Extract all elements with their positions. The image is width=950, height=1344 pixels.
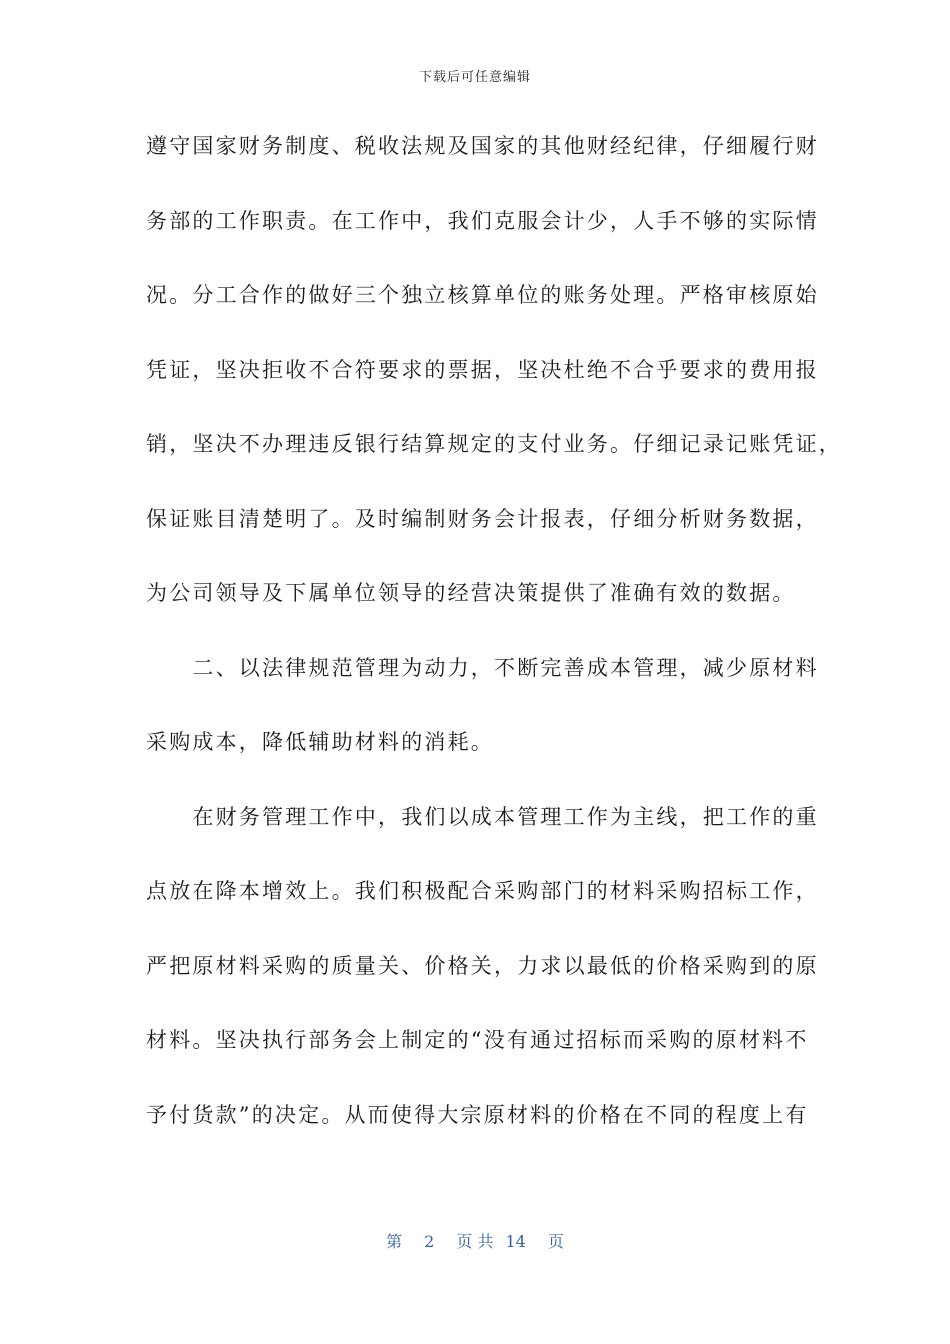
text-line: 保证账目清楚明了。及时编制财务会计报表，仔细分析财务数据，	[146, 506, 819, 531]
text-line: 务部的工作职责。在工作中，我们克服会计少，人手不够的实际情	[146, 208, 819, 233]
text-line: 凭证，坚决拒收不合符要求的票据，坚决杜绝不合乎要求的费用报	[146, 357, 819, 382]
page-label-prefix: 第	[386, 1232, 403, 1251]
page-header: 下载后可任意编辑	[418, 70, 531, 85]
text-line: 点放在降本增效上。我们积极配合采购部门的材料采购招标工作，	[146, 879, 819, 903]
text-line: 在财务管理工作中，我们以成本管理工作为主线，把工作的重	[146, 804, 819, 829]
text-line: 为公司领导及下属单位领导的经营决策提供了准确有效的数据。	[146, 581, 796, 605]
text-line: 二、以法律规范管理为动力，不断完善成本管理，减少原材料	[146, 655, 819, 680]
total-pages: 14	[505, 1232, 526, 1251]
page-label-mid: 页 共	[456, 1232, 494, 1251]
text-line: 予付货款”的决定。从而使得大宗原材料的价格在不同的程度上有	[146, 1102, 809, 1127]
text-line: 材料。坚决执行部务会上制定的“没有通过招标而采购的原材料不	[146, 1028, 809, 1052]
page-footer	[0, 1229, 950, 1252]
document-body	[146, 130, 842, 1173]
text-line: 销，坚决不办理违反银行结算规定的支付业务。仔细记录记账凭证，	[146, 432, 842, 456]
text-line: 严把原材料采购的质量关、价格关，力求以最低的价格采购到的原	[146, 953, 819, 978]
page-label-suffix: 页	[547, 1232, 564, 1251]
page-number: 2	[424, 1232, 435, 1251]
text-line: 采购成本，降低辅助材料的消耗。	[146, 730, 494, 754]
text-line: 况。分工合作的做好三个独立核算单位的账务处理。严格审核原始	[146, 283, 819, 307]
text-line: 遵守国家财务制度、税收法规及国家的其他财经纪律，仔细履行财	[146, 134, 819, 158]
